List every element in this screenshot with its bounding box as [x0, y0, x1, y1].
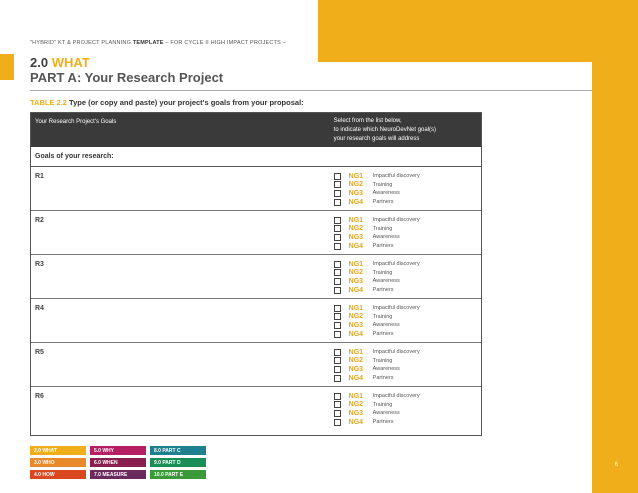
- goal-code: NG3: [348, 365, 364, 373]
- goal-label: Awareness: [372, 278, 400, 285]
- goal-option: [332, 242, 481, 251]
- goal-label: Awareness: [372, 366, 400, 373]
- goal-checkbox[interactable]: [334, 322, 341, 329]
- table-row: [31, 255, 481, 299]
- goal-label: Awareness: [372, 190, 400, 197]
- goal-option: [332, 313, 481, 322]
- heading-rule: [30, 90, 592, 91]
- goal-checkbox[interactable]: [334, 173, 341, 180]
- goal-code: NG2: [348, 357, 364, 365]
- goal-label: Training: [372, 269, 393, 276]
- research-goal-cell[interactable]: R3: [35, 261, 44, 268]
- goal-checkbox[interactable]: [334, 217, 341, 224]
- nav-section-button[interactable]: 9.0 PART D: [150, 458, 206, 467]
- research-goal-cell[interactable]: R5: [35, 349, 44, 356]
- goal-options: [332, 211, 481, 254]
- goal-code: NG3: [348, 321, 364, 329]
- table-header-row: [31, 113, 481, 147]
- goal-label: Partners: [372, 243, 394, 250]
- goal-checkbox[interactable]: [334, 243, 341, 250]
- goal-code: NG4: [348, 242, 364, 250]
- table-caption-text: Type (or copy and paste) your project's goals from your proposal:: [69, 98, 304, 107]
- goal-option: [332, 172, 481, 181]
- goal-option: [332, 286, 481, 295]
- goals-label-row: Goals of your research:: [31, 147, 481, 167]
- goal-code: NG4: [348, 418, 364, 426]
- table-row: [31, 167, 481, 211]
- goal-option: [332, 189, 481, 198]
- goal-code: NG4: [348, 198, 364, 206]
- header-bold-text: TEMPLATE: [132, 40, 164, 46]
- goal-option: [332, 233, 481, 242]
- header-pre-text: "HYBRID" KT & PROJECT PLANNING: [30, 40, 132, 46]
- header-post-text: – FOR CYCLE II HIGH IMPACT PROJECTS –: [165, 40, 286, 46]
- goal-code: NG3: [348, 189, 364, 197]
- goal-option: [332, 269, 481, 278]
- goal-label: Impactful discovery: [372, 217, 420, 224]
- research-goal-cell[interactable]: R6: [35, 393, 44, 400]
- goal-checkbox[interactable]: [334, 181, 341, 188]
- goal-option: [332, 401, 481, 410]
- goal-checkbox[interactable]: [334, 366, 341, 373]
- nav-section-button[interactable]: 5.0 WHY: [90, 446, 146, 455]
- goal-checkbox[interactable]: [334, 393, 341, 400]
- research-goal-cell[interactable]: R2: [35, 217, 44, 224]
- goal-options: [332, 167, 481, 210]
- goal-option: [332, 348, 481, 357]
- goal-label: Impactful discovery: [372, 173, 420, 180]
- goal-option: [332, 216, 481, 225]
- goal-label: Awareness: [372, 234, 400, 241]
- goal-label: Awareness: [372, 322, 400, 329]
- goal-checkbox[interactable]: [334, 269, 341, 276]
- goal-option: [332, 418, 481, 427]
- nav-section-button[interactable]: 6.0 WHEN: [90, 458, 146, 467]
- goal-code: NG2: [348, 225, 364, 233]
- goal-checkbox[interactable]: [334, 401, 341, 408]
- goal-label: Partners: [372, 419, 394, 426]
- goal-checkbox[interactable]: [334, 357, 341, 364]
- goal-label: Partners: [372, 331, 394, 338]
- table-row: [31, 211, 481, 255]
- goal-checkbox[interactable]: [334, 261, 341, 268]
- goal-option: [332, 374, 481, 383]
- document-header: [30, 40, 286, 46]
- goal-checkbox[interactable]: [334, 419, 341, 426]
- goal-options: [332, 299, 481, 342]
- header-accent-block: [318, 0, 638, 62]
- section-number: 2.0: [30, 55, 49, 70]
- nav-section-button[interactable]: 3.0 WHO: [30, 458, 86, 467]
- goal-code: NG1: [348, 172, 364, 180]
- table-row: [31, 387, 481, 435]
- goal-option: [332, 181, 481, 190]
- goal-label: Training: [372, 225, 393, 232]
- goal-code: NG2: [348, 269, 364, 277]
- goal-code: NG3: [348, 233, 364, 241]
- goal-code: NG1: [348, 260, 364, 268]
- section-name: WHAT: [51, 55, 90, 70]
- goal-code: NG1: [348, 216, 364, 224]
- goal-label: Partners: [372, 287, 394, 294]
- goal-label: Impactful discovery: [372, 261, 420, 268]
- goal-option: [332, 357, 481, 366]
- section-accent-tab: [0, 54, 14, 80]
- nav-section-button[interactable]: 8.0 PART C: [150, 446, 206, 455]
- goal-checkbox[interactable]: [334, 287, 341, 294]
- goal-checkbox[interactable]: [334, 305, 341, 312]
- goal-code: NG3: [348, 277, 364, 285]
- table-row: [31, 299, 481, 343]
- header-select-column: [332, 113, 481, 147]
- goal-label: Partners: [372, 375, 394, 382]
- goal-option: [332, 304, 481, 313]
- goal-option: [332, 392, 481, 401]
- goal-options: [332, 255, 481, 298]
- goal-code: NG1: [348, 392, 364, 400]
- goal-options: [332, 343, 481, 386]
- research-goal-cell[interactable]: R1: [35, 173, 44, 180]
- goal-option: [332, 198, 481, 207]
- nav-section-button[interactable]: 4.0 HOW: [30, 470, 86, 479]
- goal-label: Training: [372, 401, 393, 408]
- goal-code: NG4: [348, 286, 364, 294]
- goal-label: Training: [372, 313, 393, 320]
- goal-checkbox[interactable]: [334, 234, 341, 241]
- goal-code: NG2: [348, 313, 364, 321]
- goal-checkbox[interactable]: [334, 190, 341, 197]
- goal-checkbox[interactable]: [334, 331, 341, 338]
- goal-checkbox[interactable]: [334, 225, 341, 232]
- goal-label: Impactful discovery: [372, 349, 420, 356]
- header-select-line: to indicate which NeuroDevNet goal(s): [333, 127, 437, 133]
- goal-label: Training: [372, 181, 393, 188]
- goal-code: NG1: [348, 304, 364, 312]
- goal-code: NG2: [348, 401, 364, 409]
- goal-option: [332, 260, 481, 269]
- goal-options: [332, 387, 481, 435]
- table-row: [31, 343, 481, 387]
- goal-checkbox[interactable]: [334, 199, 341, 206]
- goal-option: [332, 225, 481, 234]
- table-caption-label: TABLE 2.2: [30, 98, 67, 107]
- goal-code: NG3: [348, 409, 364, 417]
- header-select-line: your research goals will address: [333, 136, 420, 142]
- goal-option: [332, 330, 481, 339]
- goal-option: [332, 277, 481, 286]
- goal-label: Partners: [372, 199, 394, 206]
- section-heading: [30, 55, 90, 70]
- goal-checkbox[interactable]: [334, 410, 341, 417]
- goal-checkbox[interactable]: [334, 349, 341, 356]
- header-select-line: Select from the list below,: [333, 118, 402, 124]
- header-goals-column: Your Research Project's Goals: [35, 119, 117, 125]
- goal-label: Impactful discovery: [372, 305, 420, 312]
- goal-checkbox[interactable]: [334, 375, 341, 382]
- goal-checkbox[interactable]: [334, 278, 341, 285]
- nav-section-button[interactable]: 2.0 WHAT: [30, 446, 86, 455]
- nav-section-button[interactable]: 10.0 PART E: [150, 470, 206, 479]
- goal-option: [332, 409, 481, 418]
- goals-table: [30, 112, 482, 436]
- goal-option: [332, 321, 481, 330]
- goal-code: NG4: [348, 330, 364, 338]
- page-number: 6: [614, 462, 618, 468]
- nav-section-button[interactable]: 7.0 MEASURE: [90, 470, 146, 479]
- research-goal-cell[interactable]: R4: [35, 305, 44, 312]
- goal-code: NG2: [348, 181, 364, 189]
- side-accent-strip: [592, 62, 638, 493]
- table-caption: [30, 98, 304, 107]
- goal-label: Impactful discovery: [372, 393, 420, 400]
- goal-code: NG4: [348, 374, 364, 382]
- part-title: PART A: Your Research Project: [30, 70, 224, 85]
- goal-checkbox[interactable]: [334, 313, 341, 320]
- goal-option: [332, 365, 481, 374]
- goal-code: NG1: [348, 348, 364, 356]
- goal-label: Training: [372, 357, 393, 364]
- goal-label: Awareness: [372, 410, 400, 417]
